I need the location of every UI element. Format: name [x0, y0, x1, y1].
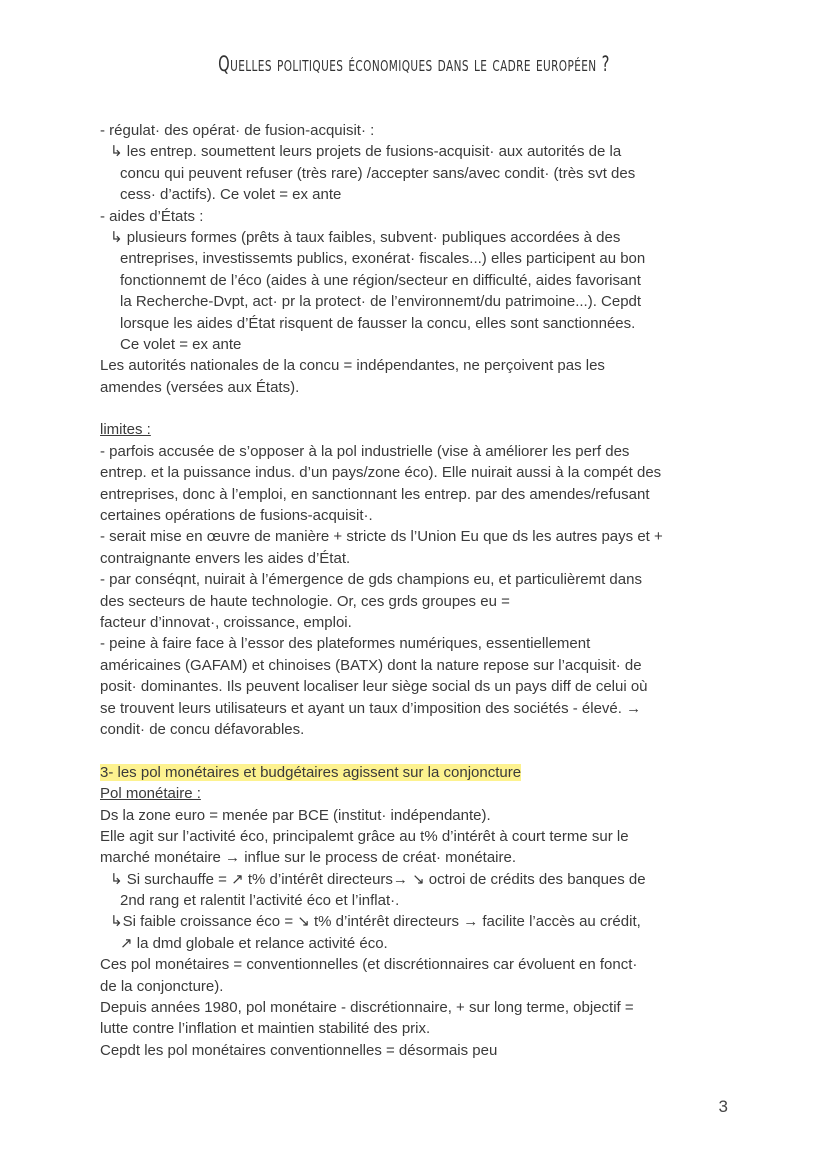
- text-line: entreprises, investissemts publics, exonérat· fiscales...) elles participent au bon: [120, 250, 646, 268]
- text-line: contraignante envers les aides d’État.: [100, 549, 351, 567]
- text-line: de la conjoncture).: [100, 977, 224, 995]
- text-line: certaines opérations de fusions-acquisit·.: [100, 507, 373, 525]
- text-line: américaines (GAFAM) et chinoises (BATX) dont la nature repose sur l’acquisit· de: [100, 656, 642, 674]
- page-title: Quelles politiques économiques dans le cadre européen ?: [218, 52, 610, 76]
- text-line: - par conséqnt, nuirait à l’émergence de gds champions eu, et particulièremt dans: [100, 571, 642, 589]
- highlighted-section-heading: [100, 762, 740, 783]
- text-line: facteur d’innovat·, croissance, emploi.: [100, 613, 352, 631]
- text-line: la Recherche-Dvpt, act· pr la protect· de l’environnemt/du patrimoine...). Cepdt: [120, 293, 642, 311]
- text-line: Ce volet = ex ante: [120, 335, 242, 353]
- text-line: - peine à faire face à l’essor des plateformes numériques, essentiellement: [100, 635, 591, 653]
- text-line: - parfois accusée de s’opposer à la pol industrielle (vise à améliorer les perf des: [100, 442, 630, 460]
- text-line: Cepdt les pol monétaires conventionnelles = désormais peu: [100, 1041, 498, 1059]
- text-line: Les autorités nationales de la concu = indépendantes, ne perçoivent pas les: [100, 357, 605, 375]
- text-line: entreprises, donc à l’emploi, en sanctionnant les entrep. par des amendes/refusant: [100, 485, 650, 503]
- page-number: 3: [718, 1097, 728, 1116]
- text-line: amendes (versées aux États).: [100, 378, 300, 396]
- text-line: se trouvent leurs utilisateurs et ayant un taux d’imposition des sociétés - élevé. →: [100, 699, 642, 717]
- text-line: ↳ Si surchauffe = ↗ t% d’intérêt directeurs→ ↘ octroi de crédits des banques de: [110, 870, 646, 888]
- text-line: concu qui peuvent refuser (très rare) /accepter sans/avec condit· (très svt des: [120, 164, 636, 182]
- text-line: - régulat· des opérat· de fusion-acquisit· :: [100, 122, 375, 139]
- text-line: ↳ plusieurs formes (prêts à taux faibles, subvent· publiques accordées à des: [110, 228, 621, 246]
- text-line: marché monétaire → influe sur le process de créat· monétaire.: [100, 849, 517, 867]
- text-line: lorsque les aides d’État risquent de fausser la concu, elles sont sanctionnées.: [120, 314, 636, 332]
- text-line: condit· de concu défavorables.: [100, 720, 305, 738]
- highlighted-heading-text: 3- les pol monétaires et budgétaires agissent sur la conjoncture: [100, 763, 522, 781]
- subsection-heading-text: Pol monétaire :: [100, 785, 201, 803]
- text-line: - serait mise en œuvre de manière + stricte ds l’Union Eu que ds les autres pays et +: [100, 528, 663, 546]
- text-line: posit· dominantes. Ils peuvent localiser leur siège social ds un pays diff de celui où: [100, 678, 648, 696]
- text-line: Depuis années 1980, pol monétaire - discrétionnaire, + sur long terme, objectif =: [100, 999, 634, 1017]
- subsection-heading-pol-monetaire: [100, 783, 740, 804]
- text-line: ↳Si faible croissance éco = ↘ t% d’intérêt directeurs → facilite l’accès au crédit,: [110, 913, 641, 931]
- text-line: Ces pol monétaires = conventionnelles (et discrétionnaires car évoluent en fonct·: [100, 956, 638, 974]
- document-body: [100, 120, 740, 1061]
- section-heading-limites: [100, 419, 740, 440]
- text-line: des secteurs de haute technologie. Or, ces grds groupes eu =: [100, 592, 510, 610]
- text-line: cess· d’actifs). Ce volet = ex ante: [120, 186, 342, 204]
- section-heading-text: limites :: [100, 421, 151, 439]
- text-line: entrep. et la puissance indus. d’un pays/zone éco). Elle nuirait aussi à la compét des: [100, 464, 662, 482]
- text-line: Ds la zone euro = menée par BCE (institut· indépendante).: [100, 806, 491, 824]
- text-line: ↳ les entrep. soumettent leurs projets de fusions-acquisit· aux autorités de la: [110, 143, 622, 161]
- text-line: Elle agit sur l’activité éco, principalemt grâce au t% d’intérêt à court terme sur le: [100, 827, 629, 845]
- text-line: lutte contre l’inflation et maintien stabilité des prix.: [100, 1020, 431, 1038]
- text-line: fonctionnemt de l’éco (aides à une région/secteur en difficulté, aides favorisant: [120, 271, 641, 289]
- text-line: - aides d’États :: [100, 207, 204, 225]
- text-line: 2nd rang et ralentit l’activité éco et l’inflat·.: [120, 892, 400, 910]
- text-line: ↗ la dmd globale et relance activité éco.: [120, 934, 388, 952]
